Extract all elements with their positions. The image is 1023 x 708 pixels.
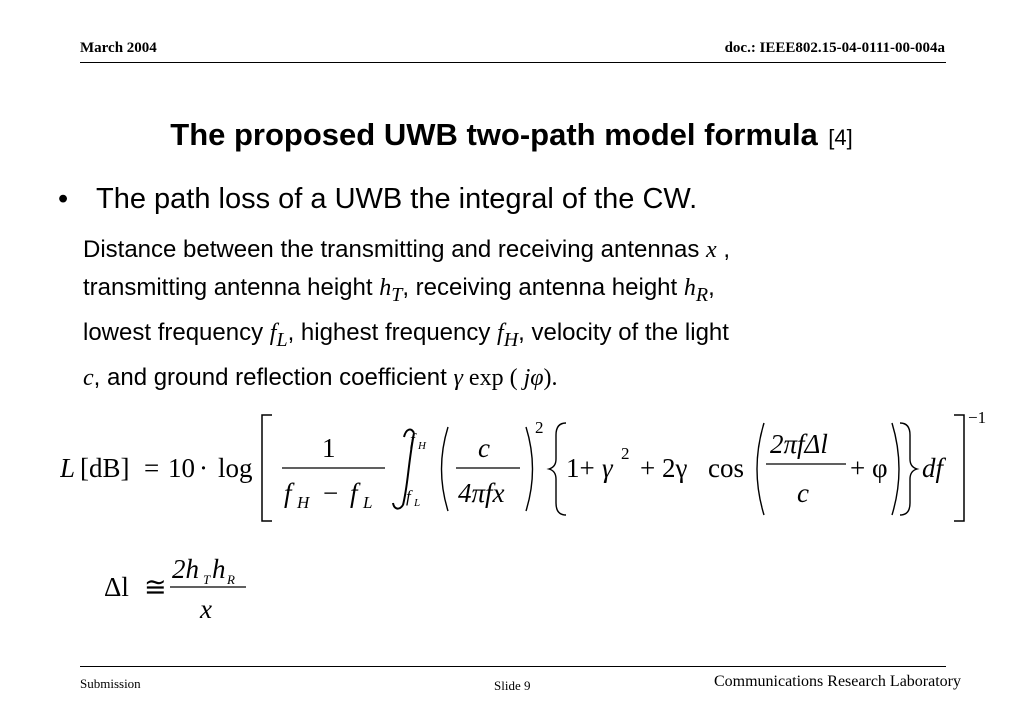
left-bracket [262,415,272,521]
paren-right-2 [892,423,899,515]
var-x: x [706,237,717,263]
paren-left-2 [757,423,764,515]
bullet-text: The path loss of a UWB the integral of the CW. [96,183,698,215]
footer-slide-number: Slide 9 [494,678,531,693]
para-text: , receiving antenna height [402,274,684,301]
one-plus: 1+ [566,453,595,483]
num-hR: h [212,554,226,584]
frac-4pifx: 4πfx [458,478,505,508]
delta-l-formula [100,548,260,628]
var-jphi: jφ [523,364,544,391]
para-text: , [716,236,731,263]
sub-L: L [276,328,288,351]
frac-one: 1 [322,433,336,463]
para-text: , velocity of the light [518,318,729,346]
paren-right-1 [526,427,533,511]
slide-title [0,117,1023,153]
frac-fH: f [284,478,292,508]
sub-R: R [695,283,709,306]
int-upper-f: f [410,430,415,449]
delta-l: Δl [104,572,129,602]
header-divider [80,62,946,63]
para-text: transmitting antenna height [83,274,380,301]
sub-T: T [391,283,403,306]
para-text: ). [543,364,558,391]
df: df [922,453,944,483]
para-text: lowest frequency [83,318,270,346]
int-lower-f: f [406,487,411,506]
frac-fL: f [350,478,358,508]
frac-2pifdl: 2πfΔl [770,429,828,459]
path-loss-formula [60,405,1000,535]
bullet-item [58,183,697,216]
right-bracket [954,415,964,521]
var-hT: h [379,275,392,301]
formula-db-unit: [dB] [80,453,130,483]
bullet-marker: • [58,183,69,215]
formula-log: log [218,453,253,483]
formula-cdot: · [199,453,208,483]
gamma-square: 2 [621,444,630,463]
formula-ten: 10 [168,453,195,483]
exp-square: 2 [535,418,544,437]
formula-equals: = [144,453,160,483]
footer-divider [80,666,946,667]
var-c: c [83,364,94,391]
formula-L: L [60,453,76,483]
definition-paragraph [83,231,963,397]
frac-minus: − [323,478,339,508]
frac-sub-H: H [297,493,310,512]
frac-sub-L: L [363,493,373,512]
var-hR: h [683,275,696,301]
frac-c-den: c [797,478,809,508]
plus-phi: + φ [850,453,888,483]
plus-two-gamma: + 2γ [640,453,688,483]
slide-title-ref: [4] [828,125,853,150]
brace-right [900,423,917,515]
var-fL: f [269,319,277,346]
para-text: Distance between the transmitting and receiving antennas [83,236,707,263]
int-upper-sub: H [418,440,426,452]
para-text: , highest frequency [287,318,498,346]
slide-title-main: The proposed UWB two-path model formula [170,117,818,152]
num-2hT: 2h [172,554,199,584]
term-gamma: γ [602,453,613,483]
num-sub-T: T [203,572,211,587]
var-gamma: γ [453,364,463,391]
para-text: , [708,274,715,301]
frac-c: c [478,433,490,463]
int-lower-sub: L [414,497,421,509]
approx-sign: ≅ [144,572,167,602]
den-x: x [200,594,212,624]
footer-organization: Communications Research Laboratory [713,673,961,690]
var-fH: f [497,319,504,346]
num-sub-R: R [227,572,235,587]
header-doc-id: doc.: IEEE802.15-04-0111-00-004a [724,40,945,56]
para-text: , and ground reflection coefficient [93,363,454,391]
footer-submission: Submission [80,676,141,691]
para-exp: exp ( [462,364,524,391]
brace-left [549,423,566,515]
paren-left-1 [442,427,449,511]
exp-inverse: −1 [968,408,987,427]
cos: cos [708,453,744,483]
header-date: March 2004 [80,40,157,56]
sub-H: H [503,328,519,351]
